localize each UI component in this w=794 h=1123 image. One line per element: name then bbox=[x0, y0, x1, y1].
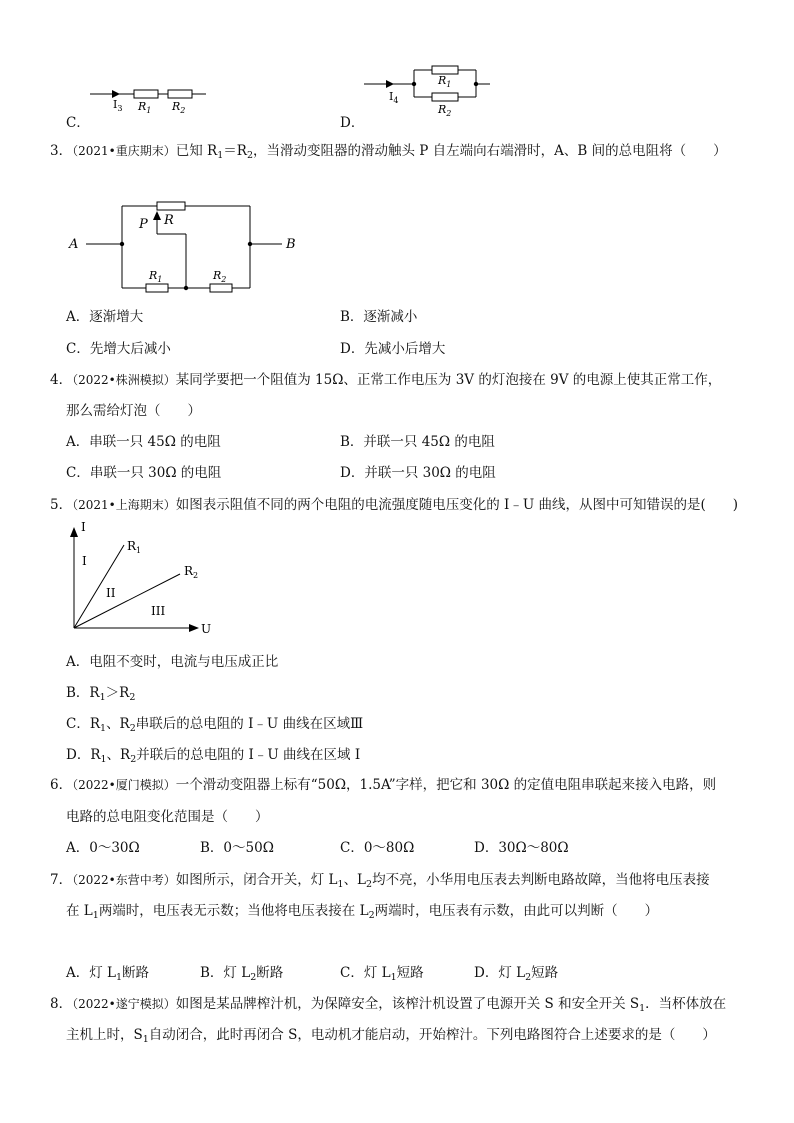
question-3-source: 2021•重庆期末 bbox=[78, 144, 164, 158]
current-label-d: $I_4$ bbox=[389, 90, 399, 105]
terminal-a-label: A bbox=[69, 237, 79, 252]
question-5-stem: 5．（2021•上海期末）如图表示阻值不同的两个电阻的电流强度随电压变化的 I﹣U 曲线，从图中可知错误的是( ) bbox=[50, 497, 739, 513]
q3-option-a[interactable]: A．逐渐增大 bbox=[66, 309, 144, 325]
resistor-label-r2-d: $R_2$ bbox=[438, 103, 452, 118]
question-6-stem-line2: 电路的总电阻变化范围是（ ） bbox=[66, 809, 269, 825]
region-label-1: I bbox=[82, 554, 87, 568]
y-axis-label: I bbox=[81, 520, 86, 534]
question-5-source: 2021•上海期末 bbox=[78, 498, 164, 512]
question-4-stem-line2: 那么需给灯泡（ ） bbox=[66, 403, 201, 419]
slider-arrow bbox=[153, 211, 161, 220]
question-3-circuit bbox=[0, 190, 794, 300]
question-8-stem-line2: 主机上时，$S_1$自动闭合，此时再闭合 S，电动机才能启动，开始榨汁。下列电路图符合上述要求的是（ ） bbox=[66, 1027, 716, 1045]
question-3-stem: 3．（2021•重庆期末）已知 $R_1=R_2$，当滑动变阻器的滑动触头 P 自左端向右端滑时，A、B 间的总电阻将（ ） bbox=[50, 143, 727, 161]
circuit-d-wires bbox=[364, 66, 490, 101]
q7-option-c[interactable]: C．灯 $L_1$短路 bbox=[340, 965, 424, 983]
current-label-c: $I_3$ bbox=[113, 98, 123, 113]
q4-option-c[interactable]: C．串联一只 30Ω 的电阻 bbox=[66, 465, 222, 481]
junction-dot bbox=[120, 242, 124, 246]
current-arrow-d bbox=[386, 80, 394, 88]
q4-option-a[interactable]: A．串联一只 45Ω 的电阻 bbox=[66, 434, 221, 450]
q6-option-d[interactable]: D．30Ω～80Ω bbox=[474, 840, 569, 856]
junction-dot bbox=[412, 82, 416, 86]
q3-option-b[interactable]: B．逐渐减小 bbox=[340, 309, 418, 325]
question-6-source: 2022•厦门模拟 bbox=[78, 778, 164, 792]
resistor-label-r1-d: $R_1$ bbox=[438, 74, 452, 89]
top-option-c-label: C． bbox=[66, 115, 90, 131]
curve-label-r1: $R_1$ bbox=[127, 539, 142, 555]
junction-dot bbox=[474, 82, 478, 86]
q6-option-b[interactable]: B．0～50Ω bbox=[200, 840, 274, 856]
resistor-label-r1: $R_1$ bbox=[149, 269, 163, 284]
rheostat-r-label: R bbox=[164, 213, 174, 228]
question-7-stem-line2: 在 $L_1$两端时，电压表无示数；当他将电压表接在 $L_2$两端时，电压表有示数，由此可以判断（ ） bbox=[66, 903, 659, 921]
q3-option-d[interactable]: D．先减小后增大 bbox=[340, 341, 446, 357]
terminal-b-label: B bbox=[286, 237, 296, 252]
q6-option-c[interactable]: C．0～80Ω bbox=[340, 840, 415, 856]
x-axis-arrow bbox=[189, 624, 199, 632]
curve-label-r2: $R_2$ bbox=[184, 564, 199, 580]
current-arrow-c bbox=[112, 90, 120, 98]
region-label-3: III bbox=[151, 604, 166, 618]
question-7-source: 2022•东营中考 bbox=[78, 873, 164, 887]
q7-option-b[interactable]: B．灯 $L_2$断路 bbox=[200, 965, 284, 983]
y-axis-arrow bbox=[70, 527, 78, 537]
q7-option-a[interactable]: A．灯 $L_1$断路 bbox=[66, 965, 150, 983]
q5-option-a[interactable]: A．电阻不变时，电流与电压成正比 bbox=[66, 654, 279, 670]
resistor-label-r2-c: $R_2$ bbox=[172, 100, 186, 115]
slider-p-label: P bbox=[139, 217, 148, 232]
question-4-source: 2022•株洲模拟 bbox=[78, 373, 164, 387]
resistor-label-r2: $R_2$ bbox=[213, 269, 227, 284]
q5-option-c[interactable]: C．$R_1$、$R_2$串联后的总电阻的 I﹣U 曲线在区域Ⅲ bbox=[66, 716, 364, 734]
q7-option-d[interactable]: D．灯 $L_2$短路 bbox=[474, 965, 559, 983]
question-7-stem-line1: 7．（2022•东营中考）如图所示，闭合开关，灯 $L_1$、$L_2$均不亮，小华用电压表去判断电路故障，当他将电压表接 bbox=[50, 872, 710, 890]
circuit-c-figure bbox=[0, 0, 794, 140]
junction-dot bbox=[248, 242, 252, 246]
junction-dot bbox=[184, 286, 188, 290]
top-option-d-label: D． bbox=[340, 115, 365, 131]
q6-option-a[interactable]: A．0～30Ω bbox=[66, 840, 140, 856]
resistor-label-r1-c: $R_1$ bbox=[138, 100, 152, 115]
q4-option-d[interactable]: D．并联一只 30Ω 的电阻 bbox=[340, 465, 496, 481]
region-label-2: II bbox=[106, 586, 116, 600]
x-axis-label: U bbox=[201, 622, 212, 636]
q5-option-d[interactable]: D．$R_1$、$R_2$并联后的总电阻的 I﹣U 曲线在区域 I bbox=[66, 747, 361, 765]
question-4-stem-line1: 4．（2022•株洲模拟）某同学要把一个阻值为 15Ω、正常工作电压为 3V 的灯泡接在 9V 的电源上使其正常工作， bbox=[50, 372, 722, 388]
q3-option-c[interactable]: C．先增大后减小 bbox=[66, 341, 171, 357]
question-8-source: 2022•遂宁模拟 bbox=[78, 997, 164, 1011]
q4-option-b[interactable]: B．并联一只 45Ω 的电阻 bbox=[340, 434, 495, 450]
question-6-stem-line1: 6．（2022•厦门模拟）一个滑动变阻器上标有“50Ω，1.5A”字样，把它和 30Ω 的定值电阻串联起来接入电路，则 bbox=[50, 777, 717, 793]
question-5-iu-graph bbox=[0, 515, 794, 640]
question-8-stem-line1: 8．（2022•遂宁模拟）如图是某品牌榨汁机，为保障安全，该榨汁机设置了电源开关 S 和安全开关 $S_1$．当杯体放在 bbox=[50, 996, 727, 1014]
q5-option-b[interactable]: B．$R_1>R_2$ bbox=[66, 685, 136, 703]
